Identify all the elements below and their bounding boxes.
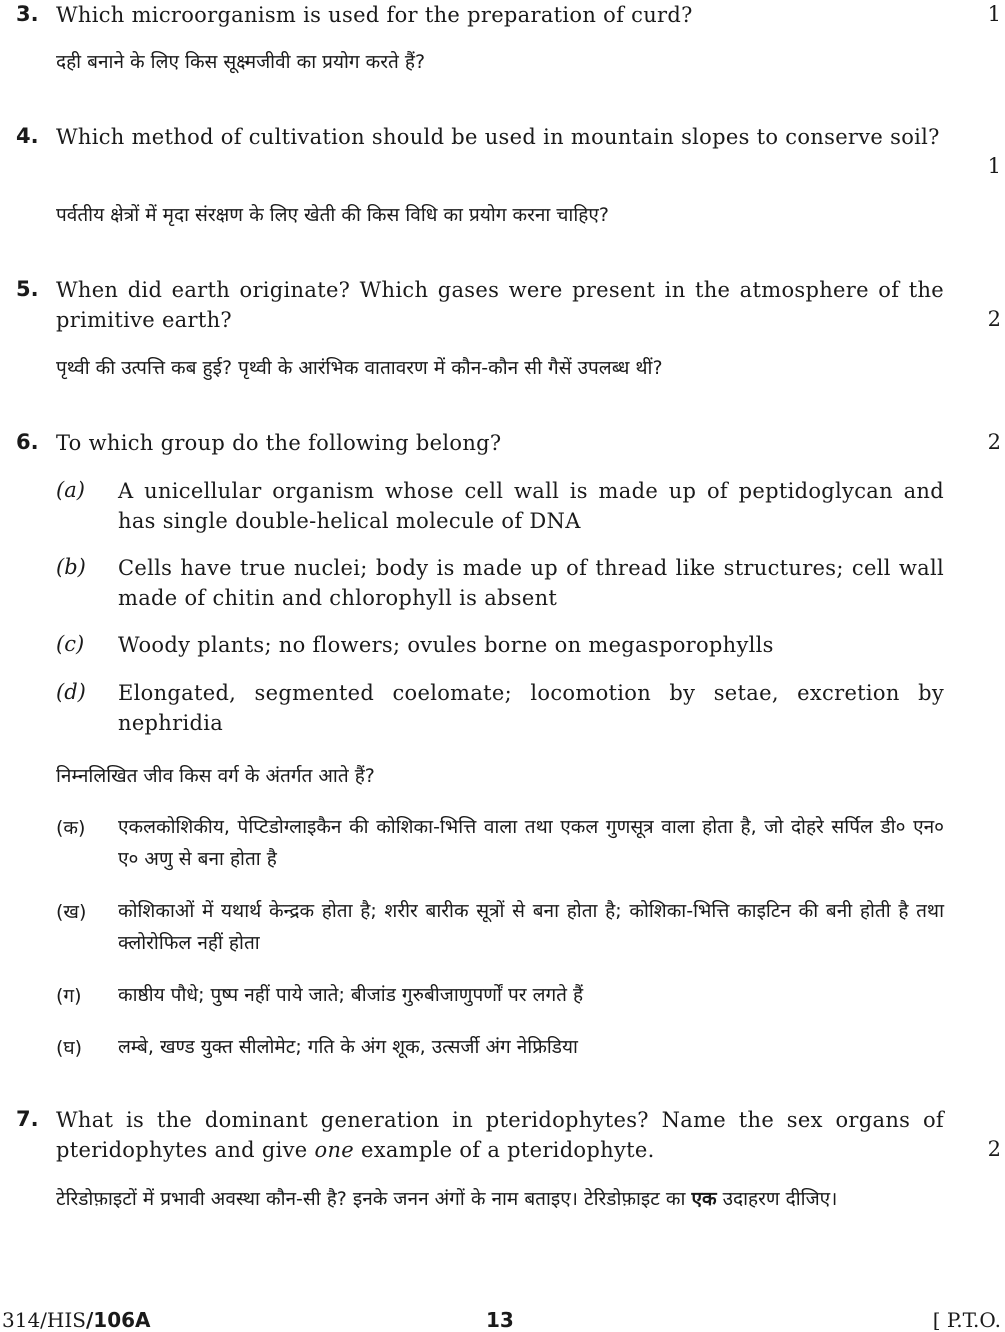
paper-code-suffix: /106A — [85, 1308, 151, 1332]
question-text-hi: निम्नलिखित जीव किस वर्ग के अंतर्गत आते हैं? — [56, 765, 375, 787]
part-label-hi: (क) — [56, 817, 86, 839]
emphasis-word: one — [314, 1138, 354, 1162]
part-label-hi: (ख) — [56, 901, 87, 923]
part-text-en: A unicellular organism whose cell wall is made up of peptidoglycan and has single double-helical molecule of DNA — [118, 479, 944, 533]
question-text-en: To which group do the following belong? — [56, 431, 502, 455]
question-text-hi — [56, 1183, 944, 1215]
marks: 1 — [987, 2, 1001, 26]
part-text-en: Woody plants; no flowers; ovules borne on megasporophylls — [118, 633, 774, 657]
question-number: 3. — [16, 2, 39, 26]
part-label: (d) — [56, 680, 86, 704]
part-text-en: Cells have true nuclei; body is made up of thread like structures; cell wall made of chitin and chlorophyll is absent — [118, 556, 944, 610]
part-text-en: Elongated, segmented coelomate; locomotion by setae, excretion by nephridia — [118, 681, 944, 735]
part-text-hi: एकलकोशिकीय, पेप्टिडोग्लाइकैन की कोशिका-भित्ति वाला तथा एकल गुणसूत्र वाला होता है, जो दोहरे सर्पिल डी० एन० ए० अणु से बना होता है — [118, 816, 944, 870]
question-number: 5. — [16, 277, 39, 301]
question-text-part: टेरिडोफ़ाइटों में प्रभावी अवस्था कौन-सी है? इनके जनन अंगों के नाम बताइए। टेरिडोफ़ाइट का — [56, 1188, 692, 1210]
marks: 1 — [987, 154, 1001, 178]
question-text-en: Which method of cultivation should be used in mountain slopes to conserve soil? — [56, 125, 940, 149]
marks: 2 — [987, 1137, 1001, 1161]
marks: 2 — [987, 430, 1001, 454]
paper-code-prefix: 314/HIS — [2, 1308, 86, 1332]
part-text-hi: काष्ठीय पौधे; पुष्प नहीं पाये जाते; बीजांड गुरुबीजाणुपर्णों पर लगते हैं — [118, 984, 584, 1006]
question-text-en: When did earth originate? Which gases were present in the atmosphere of the primitive earth? — [56, 278, 944, 332]
question-text-hi: पृथ्वी की उत्पत्ति कब हुई? पृथ्वी के आरंभिक वातावरण में कौन-कौन सी गैसें उपलब्ध थीं? — [56, 357, 663, 379]
question-number: 6. — [16, 430, 39, 454]
marks: 2 — [987, 307, 1001, 331]
part-label-hi: (घ) — [56, 1037, 83, 1059]
page-number: 13 — [486, 1308, 514, 1332]
part-label-hi: (ग) — [56, 985, 82, 1007]
question-text-hi: पर्वतीय क्षेत्रों में मृदा संरक्षण के लिए खेती की किस विधि का प्रयोग करना चाहिए? — [56, 204, 609, 226]
pto-marker: [ P.T.O. — [932, 1308, 1001, 1332]
part-label: (b) — [56, 555, 86, 579]
part-text-hi: कोशिकाओं में यथार्थ केन्द्रक होता है; शरीर बारीक सूत्रों से बना होता है; कोशिका-भित्ति काइटिन की बनी होती है तथा क्लोरोफिल नहीं होता — [118, 900, 944, 954]
part-text-hi: लम्बे, खण्ड युक्त सीलोमेट; गति के अंग शूक, उत्सर्जी अंग नेफ्रिडिया — [118, 1036, 578, 1058]
paper-code — [2, 1308, 151, 1332]
part-label: (a) — [56, 478, 85, 502]
question-number: 7. — [16, 1107, 39, 1131]
question-number: 4. — [16, 124, 39, 148]
question-text-part: example of a pteridophyte. — [354, 1138, 655, 1162]
question-text-hi: दही बनाने के लिए किस सूक्ष्मजीवी का प्रयोग करते हैं? — [56, 51, 426, 73]
question-text-en: Which microorganism is used for the preparation of curd? — [56, 3, 693, 27]
question-text-en — [56, 1105, 944, 1165]
question-text-part: उदाहरण दीजिए। — [716, 1188, 838, 1210]
part-label: (c) — [56, 632, 85, 656]
question-text-part: What is the dominant generation in pteridophytes? Name the sex organs of pteridophytes and give — [56, 1108, 944, 1162]
emphasis-word: एक — [691, 1188, 717, 1210]
